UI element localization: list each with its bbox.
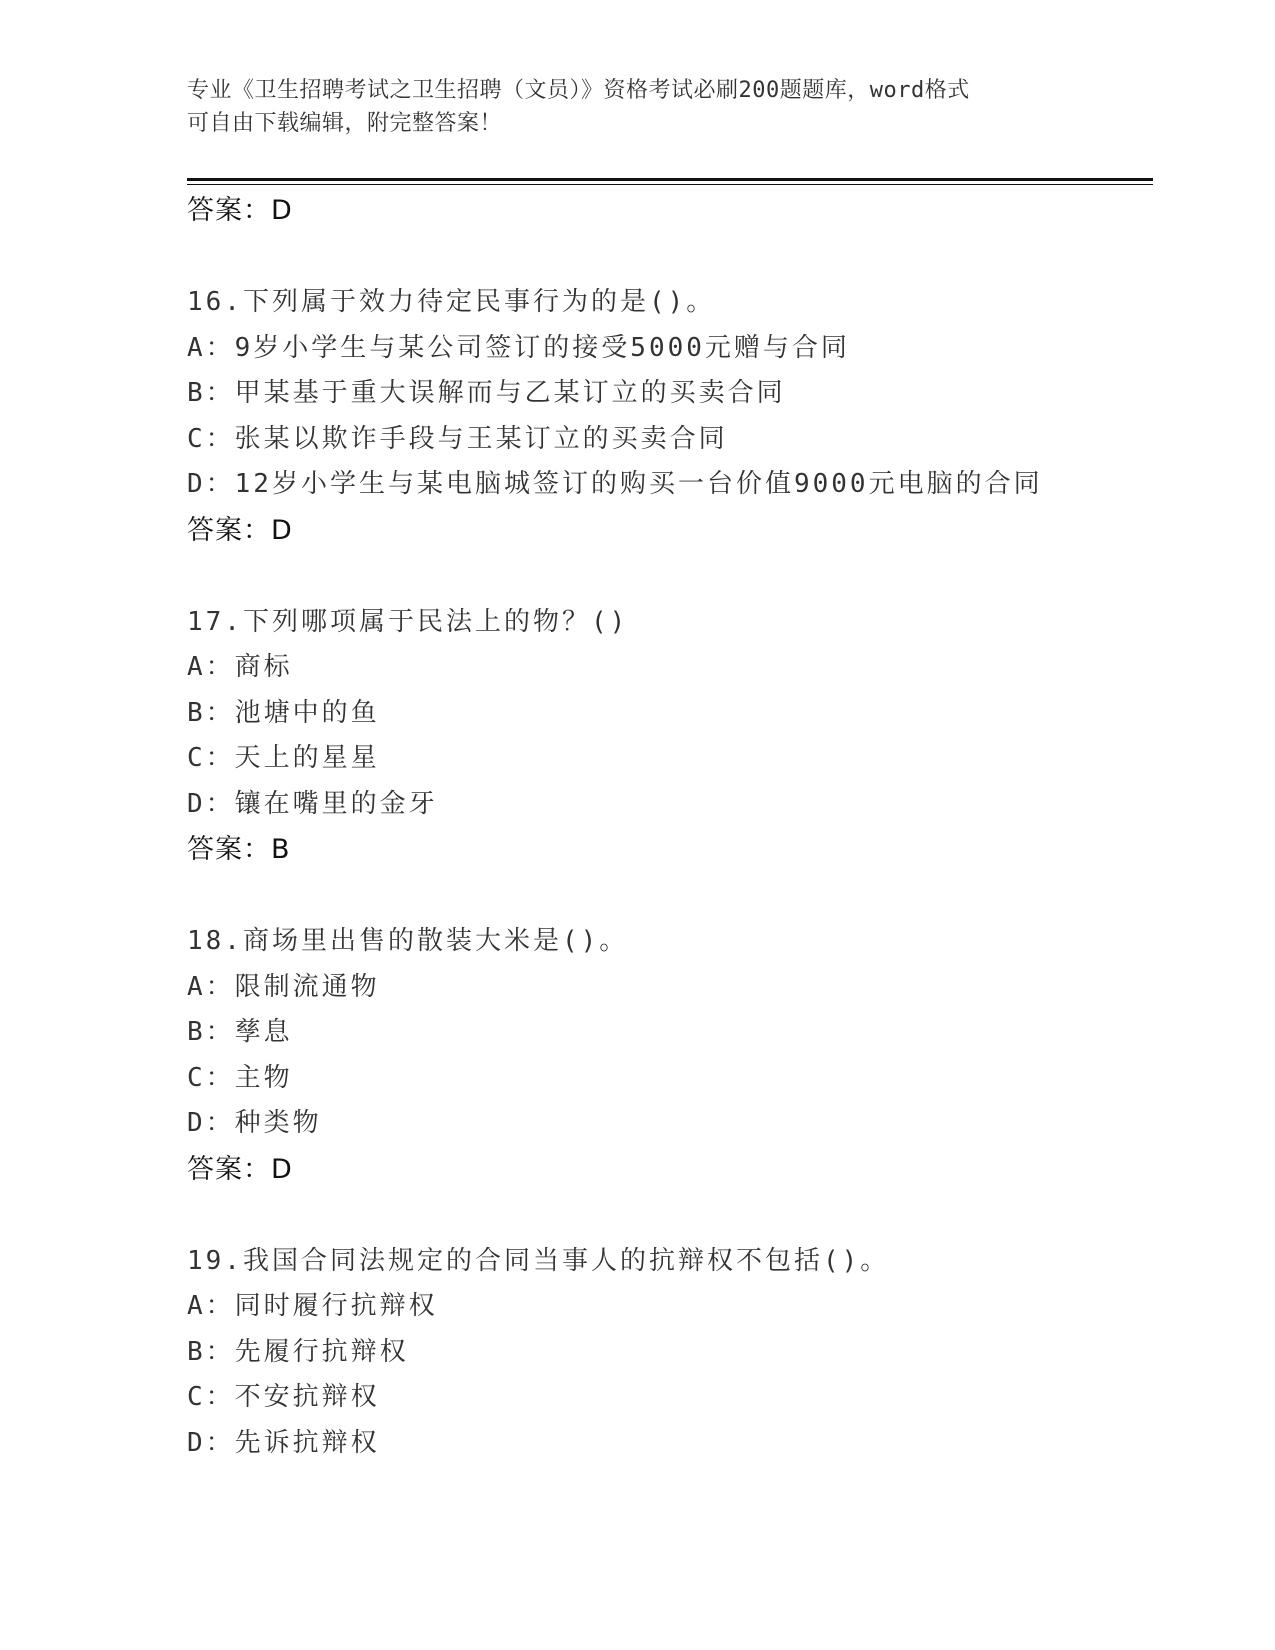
option-a: A：9岁小学生与某公司签订的接受5000元赠与合同: [187, 332, 850, 363]
header-divider-thin: [187, 184, 1153, 185]
option-d: D：12岁小学生与某电脑城签订的购买一台价值9000元电脑的合同: [187, 469, 1043, 499]
answer-label: 答案：D: [187, 1153, 293, 1185]
header-line-2: 可自由下载编辑，附完整答案！: [187, 111, 503, 136]
spacer: [187, 234, 1187, 280]
spacer: [187, 554, 1187, 600]
option-d: D：先诉抗辩权: [187, 1427, 380, 1458]
question-list: [187, 188, 1187, 1466]
option-a: A：限制流通物: [187, 971, 380, 1002]
option-b: B：孳息: [187, 1017, 293, 1047]
header-line-1: 专业《卫生招聘考试之卫生招聘（文员）》资格考试必刷200题题库，word格式: [187, 78, 970, 103]
previous-answer: 答案：D: [187, 195, 293, 226]
option-a: A：商标: [187, 652, 293, 682]
option-d: D：种类物: [187, 1108, 322, 1138]
option-c: C：不安抗辩权: [187, 1382, 380, 1412]
question-stem: 16.下列属于效力待定民事行为的是()。: [187, 287, 716, 317]
option-c: C：天上的星星: [187, 743, 380, 773]
option-b: B：甲某基于重大误解而与乙某订立的买卖合同: [187, 378, 786, 408]
answer-label: 答案：D: [187, 514, 293, 546]
option-b: B：池塘中的鱼: [187, 697, 380, 728]
spacer: [187, 1193, 1187, 1239]
question-block-18: [187, 919, 1187, 1193]
question-stem: 18.商场里出售的散装大米是()。: [187, 926, 629, 956]
question-stem: 17.下列哪项属于民法上的物？(): [187, 606, 629, 637]
document-header: [187, 74, 1087, 140]
question-block-19: [187, 1239, 1187, 1467]
option-a: A：同时履行抗辩权: [187, 1291, 438, 1321]
question-block-17: [187, 600, 1187, 874]
question-block-16: [187, 280, 1187, 554]
option-d: D：镶在嘴里的金牙: [187, 788, 438, 819]
option-c: C：主物: [187, 1062, 293, 1093]
question-stem: 19.我国合同法规定的合同当事人的抗辩权不包括()。: [187, 1245, 890, 1276]
header-divider-thick: [187, 178, 1153, 181]
option-c: C：张某以欺诈手段与王某订立的买卖合同: [187, 423, 728, 454]
answer-label: 答案：B: [187, 834, 291, 865]
spacer: [187, 873, 1187, 919]
option-b: B：先履行抗辩权: [187, 1336, 409, 1367]
